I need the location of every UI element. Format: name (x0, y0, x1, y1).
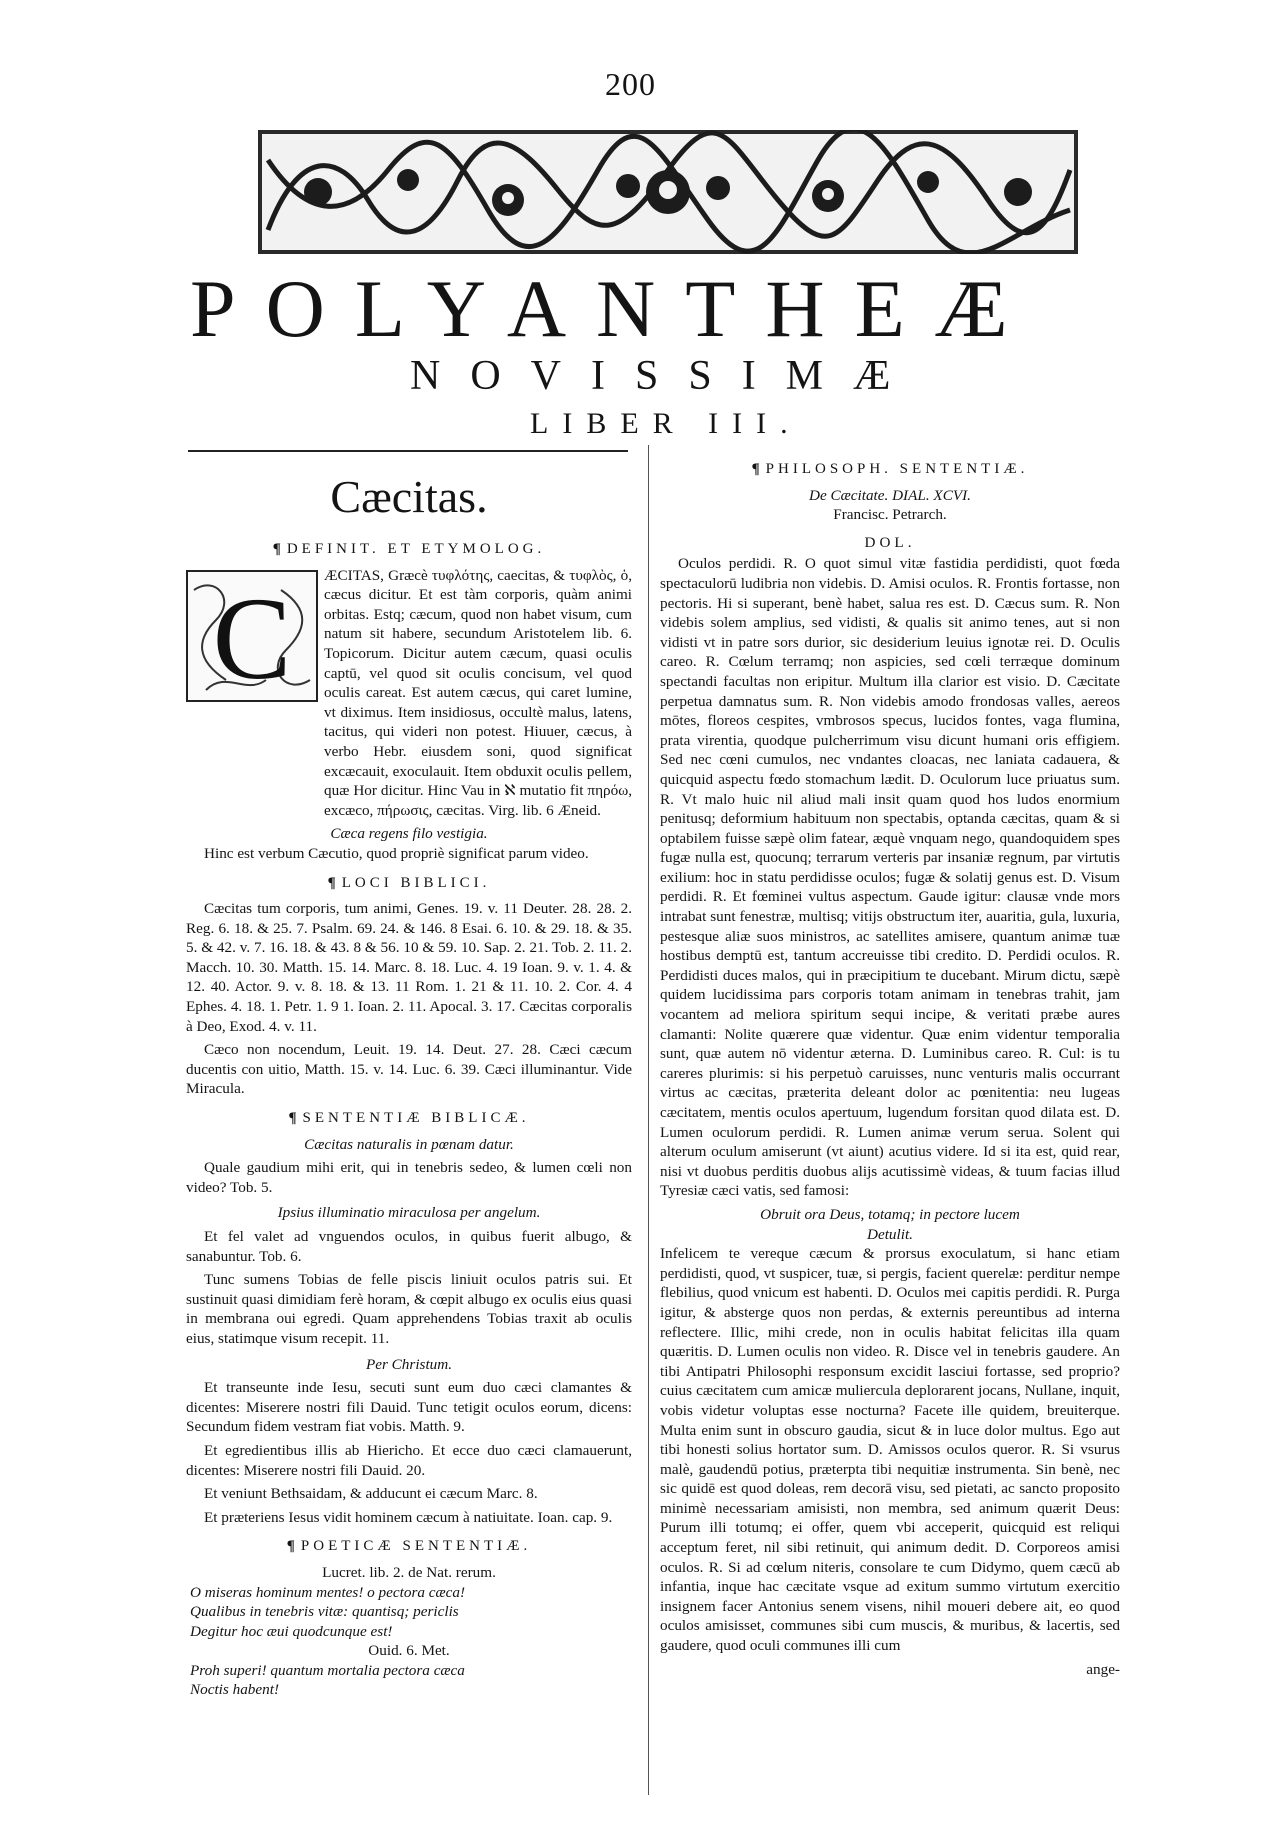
sententia-subheading: Per Christum. (365, 1355, 453, 1373)
poetry-line: O miseras hominum mentes! o pectora cæca! (190, 1583, 466, 1601)
section-heading-definit: ¶ DEFINIT. ET ETYMOLOG. (272, 541, 546, 557)
sententia-paragraph: Quale gaudium mihi erit, qui in tenebris sedeo, & lumen cœli non video? Tob. 5. (186, 1159, 632, 1196)
poetry-line: Proh superi! quantum mortalia pectora cæca (190, 1661, 465, 1679)
entry-heading: Cæcitas. (330, 471, 488, 522)
column-divider (648, 445, 649, 1795)
dialogue-author: Francisc. Petrarch. (833, 506, 947, 524)
poetry-line: Degitur hoc æui quodcunque est! (190, 1622, 393, 1640)
pilcrow-icon: ¶ (751, 461, 760, 477)
sententia-subheading: Cæcitas naturalis in pœnam datur. (304, 1135, 514, 1153)
section-heading-loci: ¶ LOCI BIBLICI. (327, 874, 491, 891)
definition-verse: Cæca regens filo vestigia. (330, 825, 488, 843)
sententia-subheading: Ipsius illuminatio miraculosa per angelum. (277, 1204, 541, 1222)
sententia-paragraph: Et præteriens Iesus vidit hominem cæcum à natiuitate. Ioan. cap. 9. (204, 1508, 613, 1526)
dialogue-paragraph: Infelicem te vereque cæcum & prorsus exoculatum, si hanc etiam perdidisti, quod, vt suspicer, tuæ, si pergis, facient querelæ: perditur nempe flebilius, quod vnicum est habenti. D. Oculos mei capitis perdidi. R. Purga igitur, & absterge quos non perdas, & externis pereuntibus ad interna reflectere. Illic, mihi crede, non in oculis habitat felicitas illa quam quæritis. D. Lumen oculis non video. R. Disce vel in tenebris gaudere. An tibi Antipatri Philosophi responsum excidit lasciui fortasse, sed proprio? cuius cæcitatem cum amicæ muliercula deplorarent jocans, Nullane, inquit, vobis videtur voluptas esse nocturna? Facete ille quidem, breuiterque. Multa enim sunt in obscuro gaudia, sicut & in luce dolor multus. Ego aut tibi honesti solius hortator sum. D. Amissos oculos queror. R. Si vsurus malè, gaudendū potius, præterpta tibi nequitiæ instrumenta. Sin benè, nec sic quidē est quod doleas, rem decorā visu, sed pietati, ac sancto proposito minimè necessariam amisisti, non membra, sed animum quærit Deus: Purum illi totumq; ei offer, quem vbi acceperit, quicquid est reliqui acceptum feret, nil sibi retinuit, qui animum dedit. D. Corporeos amisi oculos. R. Si ad cœlum niteris, consolare te cum Didymo, quem cæcū ab infantia, inque hac cæcitate vsque ad exitum summo virtutum exercitio insignem facer Antonius senem visens, nihil moueri debere ait, eo quod oculos amisisset, communes sibi cum muscis, & muribus, & lacertis, sed gaudere, quod oculi communes illi cum (660, 1245, 1120, 1655)
page-number: 200 (605, 66, 656, 102)
sententia-paragraph: Tunc sumens Tobias de felle piscis liniuit oculos patris sui. Et sustinuit quasi dimidiam ferè horam, & cœpit albugo ex oculis eius quasi in membrana oui egredi. Quam apprehendens Tobias traxit ab oculis eius, statimque visum recepit. 11. (186, 1271, 632, 1347)
sententia-paragraph: Et fel valet ad vnguendos oculos, in quibus fuerit albugo, & sanabuntur. Tob. 6. (186, 1228, 632, 1265)
poetry-source: Ouid. 6. Met. (368, 1642, 450, 1660)
section-heading-sententiae: ¶ SENTENTIÆ BIBLICÆ. (288, 1110, 530, 1127)
pilcrow-icon: ¶ (286, 1538, 295, 1555)
pilcrow-icon: ¶ (327, 874, 336, 891)
sententia-paragraph: Et egredientibus illis ab Hiericho. Et ecce duo cæci clamauerunt, dicentes: Miserere nostri fili Dauid. 20. (186, 1441, 632, 1479)
sententia-paragraph: Et veniunt Bethsaidam, & adducunt ei cæcum Marc. 8. (204, 1485, 538, 1503)
quoted-verse-line: Detulit. (867, 1225, 913, 1243)
catchword: ange- (1086, 1660, 1120, 1678)
definition-tail: Hinc est verbum Cæcutio, quod propriè significat parum video. (204, 844, 589, 862)
poetry-line: Noctis habent! (190, 1681, 280, 1699)
loci-paragraph: Cæco non nocendum, Leuit. 19. 14. Deut. 27. 28. Cæci cæcum ducentis con uitio, Matth. 15. v. 14. Luc. 6. 39. Cæci illuminantur. Vide Miracula. (186, 1041, 632, 1098)
book-subtitle: NOVISSIMÆ (410, 353, 921, 399)
sententia-paragraph: Et transeunte inde Iesu, secuti sunt eum duo cæci clamantes & dicentes: Miserere nostri fili Dauid. Tunc tetigit oculos eorum, dicens: Secundum fidem vestram fiat vobis. Matth. 9. (186, 1379, 632, 1436)
svg-text:C: C (212, 572, 292, 702)
section-heading-philosoph: ¶ PHILOSOPH. SENTENTIÆ. (751, 461, 1029, 477)
poetry-line: Qualibus in tenebris vitæ: quantisq; periclis (190, 1603, 459, 1621)
definition-text: ÆCITAS, Græcè τυφλότης, caecitas, & τυφλὸς, ὁ, cæcus dicitur. Et est tàm corporis, quàm animi orbitas. Estq; cæcum, quod non habet visum, cum natum sit habere, secundum Aristotelem lib. 6. Topicorum. Dicitur autem cæcum, quasi oculis captū, vel quod sit oculis concisum, vel quod oculis careat. Est autem cæcus, qui caret lumine, vt diximus. Item insidiosus, occultè malus, latens, tacitus, qui videri non potest. Hiuuer, cæcus, à verbo Hebr. eiusdem soni, quod significat excæcauit, exoculauit. Item obduxit oculis pellem, quæ Hor dicitur. Hinc Vau in ℵ mutatio fit πηρόω, excæco, πήρωσις, cæcitas. Virg. lib. 6 Æneid. (324, 566, 632, 819)
book-title: POLYANTHEÆ (190, 263, 1038, 354)
section-heading-poeticae: ¶ POETICÆ SENTENTIÆ. (286, 1538, 532, 1555)
loci-paragraph: Cæcitas tum corporis, tum animi, Genes. 19. v. 11 Deuter. 28. 28. 2. Reg. 6. 18. & 25. 7. Psalm. 69. 24. & 146. 8 Esai. 6. 10. & 29. 18. & 35. 5. & 42. v. 7. 16. 18. & 43. 8 & 56. 10 & 59. 10. Sap. 2. 21. Tob. 2. 11. 2. Macch. 10. 30. Matth. 15. 14. Marc. 8. 18. Luc. 4. 19 Ioan. 9. v. 1. 4. & 12. 40. Actor. 9. v. 8. 18. & 13. 11 Rom. 1. 21 & 11. 10. 2. Cor. 4. 4 Ephes. 4. 18. 1. Petr. 1. 9 1. Ioan. 2. 11. Apocal. 3. 17. Cæcitas corporalis à Deo, Exod. 4. v. 11. (186, 900, 632, 1035)
decorated-initial-c-icon (186, 570, 318, 702)
dialogue-title: De Cæcitate. DIAL. XCVI. (809, 486, 971, 504)
left-column (186, 450, 632, 1700)
book-number: LIBER III. (530, 407, 802, 440)
definition-block (186, 566, 632, 825)
pilcrow-icon: ¶ (272, 541, 281, 557)
right-column (660, 450, 1120, 1679)
speaker-label: DOL. (864, 533, 916, 551)
pilcrow-icon: ¶ (288, 1110, 297, 1127)
poetry-source: Lucret. lib. 2. de Nat. rerum. (322, 1563, 496, 1581)
woodcut-ornament-band (258, 130, 1078, 254)
quoted-verse-line: Obruit ora Deus, totamq; in pectore lucem (760, 1205, 1020, 1223)
dialogue-paragraph: Oculos perdidi. R. O quot simul vitæ fastidia perdidisti, quot fœda spectaculorū ludibria non videbis. D. Amisi oculos. R. Frontis fortasse, non pectoris. Hi si superant, benè habet, salua res est. D. Cæcus sum. R. Non videbis solem amplius, sed vidisti, & qualis sit animo tenes, aut si non vidisti vt in patre sors durior, sic desiderium leuius ignotæ rei. D. Oculis careo. R. Cœlum terramq; non aspicies, sed cœli terræque dominum spectandi facultas non eripitur. Multum illa clarior est visio. D. Cæcitate perpetua damnatus sum. R. Non videbis amodo frondosas valles, aereos mōtes, floreos cespites, vmbrosos specus, lucidos fontes, vaga flumina, prata virentia, quodque pulcherrimum visu dicunt humani oris effigiem. Sed nec cœni cumulos, nec vndantes cloacas, nec laniata cadauera, & quicquid aspectu fœdo stomachum lædit. D. Oculorum luce priuatus sum. R. Vt malo huic nil aliud mali insit quam quod hos ludos enormium penitusq; deformium habituum non spectabis, optanda cæcitas, quam & si optabilem fuisse sæpè olim fatear, æquè vnquam nego, quandoquidem spes fugæ nulla est, quocunq; terrarum verteris par insaniæ regnum, par virtutis exilium: hoc in statu perdidisse oculos; fugæ & solatij genus est. D. Visum perdidi. R. Et fœminei vultus aspectum. Gaude igitur: clausæ vnde mors intrabat sunt fenestræ, multisq; vitijs obstructum iter, auaritia, gula, luxuria, pestesque aliæ suos ministros, ac satellites amisere, quantum animæ tuæ hostibus demptū est, tantum accreuisse tibi credito. D. Perdidi oculos. R. Perdidisti duces malos, qui in præcipitium te ducebant. Mirum dictu, sæpè quidem lucidissima pars corporis totam animam in tenebras trahit, jam vocantem ad meliora spiritum sequi incipe, & veritati præbe aures clamanti: Nolite quærere quæ videntur. Quæ enim videntur temporalia sunt, quæ autem nō videntur æterna. D. Luminibus careo. R. Cul: is tu careres plurimis: si his perpetuò caruisses, nunc venturis malis occurrant virtus ac cæcitas, præterita deleant dolor ac pœnitentia: neu lugeas cæcitatem, mentis oculos apertuum, lugendum forsitan quod dilata est. D. Lumen oculorum perdidi. R. Lumen animæ verum serua. Solent qui alterum oculum amiserunt (vt aiunt) acutius videre. Id si ita est, quid rear, nisi vt duobus perditis duobus alijs acutissimè videas, & tuum facias illud Tyresiæ cæci vatis, sed famosi: (660, 555, 1120, 1200)
